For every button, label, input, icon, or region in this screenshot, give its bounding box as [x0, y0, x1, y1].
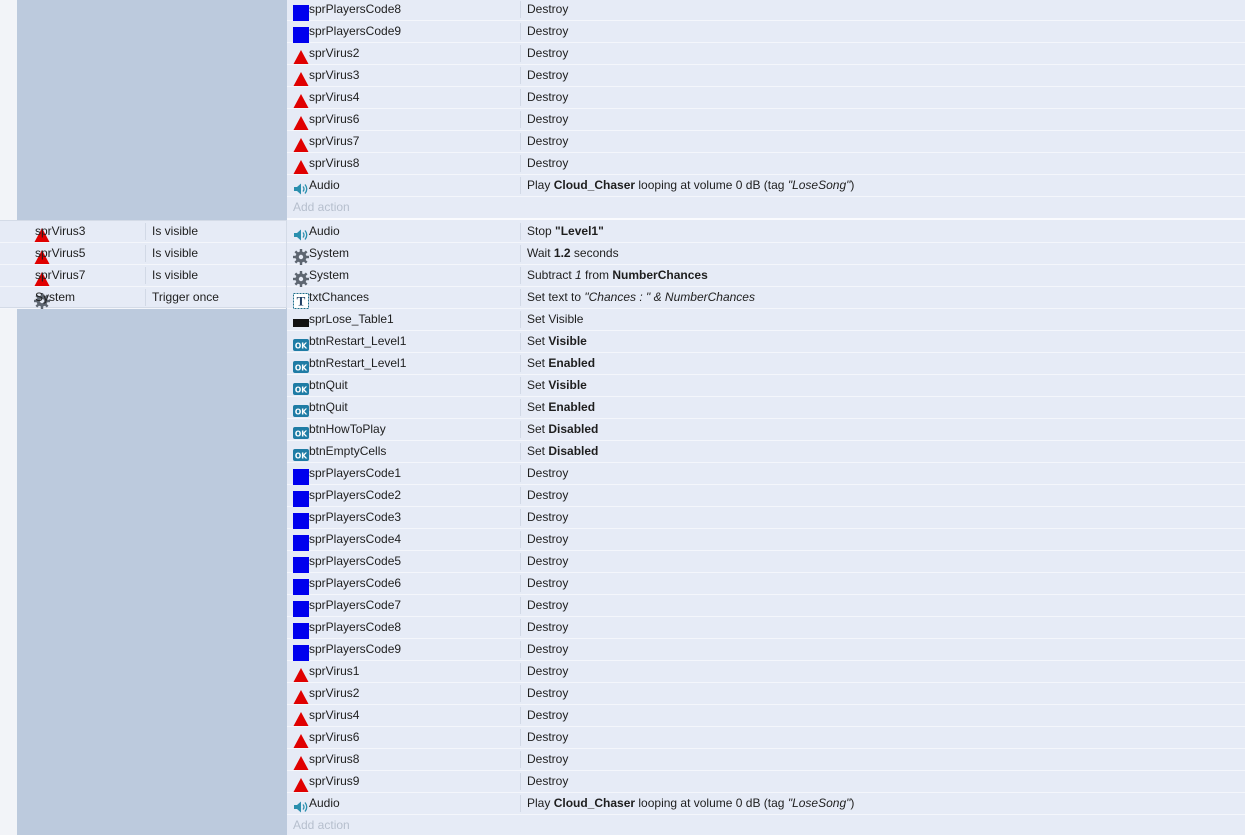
action-description-part: Destroy [527, 24, 569, 38]
action-description [527, 175, 854, 196]
condition-row[interactable] [0, 221, 286, 243]
action-object-name: sprPlayersCode6 [309, 576, 402, 590]
action-row[interactable] [287, 573, 1245, 595]
action-description-part: Destroy [527, 156, 569, 170]
action-description [527, 221, 604, 242]
action-row[interactable] [287, 131, 1245, 153]
action-object-name: Audio [309, 796, 340, 810]
red-triangle-icon [290, 774, 306, 790]
blue-square-icon [290, 24, 306, 40]
action-row[interactable] [287, 353, 1245, 375]
red-triangle-icon [17, 224, 33, 240]
action-description-part: Stop [527, 224, 556, 238]
action-row[interactable] [287, 727, 1245, 749]
action-description [527, 65, 568, 86]
action-row[interactable] [287, 639, 1245, 661]
action-row[interactable] [287, 243, 1245, 265]
action-description [527, 727, 568, 748]
action-row[interactable] [287, 617, 1245, 639]
action-description [527, 749, 568, 770]
action-object-name: sprVirus6 [309, 112, 360, 126]
red-triangle-icon [290, 156, 306, 172]
action-object-name: sprVirus1 [309, 664, 360, 678]
action-row[interactable] [287, 419, 1245, 441]
action-description-part: Destroy [527, 554, 569, 568]
ok-button-icon [290, 444, 306, 460]
action-description-part: "LoseSong" [787, 796, 851, 810]
action-row[interactable] [287, 153, 1245, 175]
column-separator [520, 553, 521, 570]
column-separator [520, 751, 521, 768]
action-object-name: System [309, 246, 350, 260]
red-triangle-icon [290, 112, 306, 128]
column-separator [520, 289, 521, 306]
red-triangle-icon [290, 46, 306, 62]
action-description-part: Disabled [548, 444, 599, 458]
action-row[interactable] [287, 595, 1245, 617]
action-description [527, 21, 568, 42]
action-description-part: Destroy [527, 730, 569, 744]
action-row[interactable] [287, 661, 1245, 683]
blue-square-icon [290, 488, 306, 504]
column-separator [145, 267, 146, 284]
column-separator [520, 67, 521, 84]
condition-object-name: sprVirus3 [35, 224, 86, 238]
action-description [527, 463, 568, 484]
action-object-name: sprPlayersCode7 [309, 598, 402, 612]
action-row[interactable] [287, 43, 1245, 65]
ok-button-icon [290, 334, 306, 350]
action-description [527, 265, 708, 286]
action-object-name: txtChances [309, 290, 370, 304]
column-separator [520, 333, 521, 350]
action-description-part: Set [527, 400, 549, 414]
action-description [527, 0, 568, 20]
action-description-part: Enabled [548, 400, 596, 414]
action-description [527, 87, 568, 108]
action-description [527, 331, 587, 352]
action-description [527, 793, 854, 814]
left-gutter [0, 0, 17, 835]
ok-button-icon [290, 378, 306, 394]
blue-square-icon [290, 642, 306, 658]
condition-row[interactable] [0, 243, 286, 265]
action-description-part: Enabled [548, 356, 596, 370]
action-object-name: sprVirus8 [309, 752, 360, 766]
event2-conditions [0, 220, 287, 308]
action-description [527, 485, 568, 506]
column-separator [520, 619, 521, 636]
speaker-icon [290, 796, 306, 812]
action-description [527, 441, 598, 462]
action-description-part: Visible [548, 334, 587, 348]
action-row[interactable] [287, 309, 1245, 331]
speaker-icon [290, 224, 306, 240]
action-object-name: sprVirus2 [309, 46, 360, 60]
action-object-name: sprPlayersCode8 [309, 2, 402, 16]
condition-text: Is visible [152, 246, 199, 260]
column-separator [520, 509, 521, 526]
action-description-part: Destroy [527, 2, 569, 16]
action-description [527, 617, 568, 638]
action-object-name: sprPlayersCode9 [309, 642, 402, 656]
action-description-part: Destroy [527, 68, 569, 82]
action-object-name: sprVirus7 [309, 134, 360, 148]
add-action-link[interactable]: Add action [293, 200, 350, 214]
action-object-name: btnEmptyCells [309, 444, 387, 458]
action-description-part: Destroy [527, 620, 569, 634]
action-object-name: btnQuit [309, 400, 348, 414]
action-row[interactable] [287, 0, 1245, 21]
action-row[interactable] [287, 397, 1245, 419]
column-separator [520, 267, 521, 284]
action-description-part: Play [527, 796, 554, 810]
action-description-part: ) [850, 178, 855, 192]
action-object-name: sprVirus2 [309, 686, 360, 700]
action-description-part: Play [527, 178, 554, 192]
action-object-name: btnRestart_Level1 [309, 334, 407, 348]
action-description [527, 639, 568, 660]
action-description-part: NumberChances [612, 268, 708, 282]
action-row[interactable] [287, 21, 1245, 43]
action-description-part: "LoseSong" [787, 178, 851, 192]
ok-button-icon [290, 356, 306, 372]
action-row[interactable] [287, 485, 1245, 507]
action-row[interactable] [287, 87, 1245, 109]
column-separator [520, 399, 521, 416]
action-description-part: Destroy [527, 686, 569, 700]
action-object-name: Audio [309, 224, 340, 238]
action-description [527, 375, 587, 396]
condition-text: Trigger once [152, 290, 219, 304]
action-object-name: Audio [309, 178, 340, 192]
condition-text: Is visible [152, 268, 199, 282]
blue-square-icon [290, 598, 306, 614]
action-description-part: 1.2 [553, 246, 571, 260]
action-description-part: 1 [575, 268, 582, 282]
action-row[interactable] [287, 441, 1245, 463]
column-separator [520, 465, 521, 482]
action-object-name: sprVirus6 [309, 730, 360, 744]
condition-object-name: sprVirus7 [35, 268, 86, 282]
action-description-part: ) [850, 796, 855, 810]
column-separator [145, 223, 146, 240]
action-description-part: Destroy [527, 90, 569, 104]
condition-row[interactable] [0, 265, 286, 287]
gear-icon [290, 268, 306, 284]
black-rectangle-icon [290, 312, 306, 328]
action-description-part: Disabled [548, 422, 599, 436]
condition-object-name: sprVirus5 [35, 246, 86, 260]
action-description-part: Set [527, 444, 549, 458]
red-triangle-icon [17, 246, 33, 262]
column-separator [520, 133, 521, 150]
condition-object-name: System [35, 290, 76, 304]
column-separator [520, 311, 521, 328]
action-description-part: Visible [548, 378, 587, 392]
action-description [527, 397, 595, 418]
svg-text:OK: OK [294, 429, 308, 439]
action-description [527, 551, 568, 572]
column-separator [520, 1, 521, 18]
column-separator [520, 45, 521, 62]
action-row[interactable] [287, 175, 1245, 197]
action-object-name: sprPlayersCode2 [309, 488, 402, 502]
action-description-part: Destroy [527, 112, 569, 126]
column-separator [520, 155, 521, 172]
action-description-part: Destroy [527, 774, 569, 788]
text-object-icon [290, 290, 306, 309]
action-description [527, 243, 619, 264]
action-description [527, 507, 568, 528]
action-row[interactable] [287, 463, 1245, 485]
action-row[interactable] [287, 287, 1245, 309]
action-description-part: Wait [527, 246, 554, 260]
action-description-part: Destroy [527, 708, 569, 722]
column-separator [520, 177, 521, 194]
gear-icon [290, 246, 306, 262]
column-separator [520, 707, 521, 724]
event-divider [287, 218, 1245, 220]
action-description [527, 771, 568, 792]
blue-square-icon [290, 576, 306, 592]
action-row[interactable] [287, 771, 1245, 793]
action-description [527, 131, 568, 152]
action-description [527, 43, 568, 64]
action-row[interactable] [287, 331, 1245, 353]
action-description-part: Destroy [527, 488, 569, 502]
action-object-name: sprVirus3 [309, 68, 360, 82]
red-triangle-icon [290, 686, 306, 702]
action-object-name: System [309, 268, 350, 282]
action-description-part: Destroy [527, 134, 569, 148]
action-description-part: from [581, 268, 613, 282]
action-row[interactable] [287, 221, 1245, 243]
red-triangle-icon [290, 664, 306, 680]
action-description-part: Destroy [527, 532, 569, 546]
action-description-part: Cloud_Chaser [553, 796, 636, 810]
action-description-part: "Chances : " & NumberChances [584, 290, 755, 304]
action-description [527, 287, 755, 308]
action-description [527, 309, 583, 330]
action-description-part: seconds [570, 246, 619, 260]
blue-square-icon [290, 554, 306, 570]
action-description-part: looping at volume 0 dB (tag [635, 178, 788, 192]
action-row[interactable] [287, 551, 1245, 573]
action-object-name: sprPlayersCode9 [309, 24, 402, 38]
ok-button-icon [290, 400, 306, 416]
column-separator [520, 89, 521, 106]
column-separator [520, 729, 521, 746]
action-description-part: Destroy [527, 642, 569, 656]
action-object-name: sprVirus4 [309, 90, 360, 104]
action-description-part: Cloud_Chaser [553, 178, 636, 192]
action-description-part: Set [527, 356, 549, 370]
column-separator [145, 289, 146, 306]
action-row[interactable] [287, 683, 1245, 705]
action-description [527, 683, 568, 704]
action-description-part: Destroy [527, 46, 569, 60]
blue-square-icon [290, 532, 306, 548]
red-triangle-icon [290, 708, 306, 724]
action-description-part: Set [527, 422, 549, 436]
action-description-part: "Level1" [555, 224, 604, 238]
action-row[interactable] [287, 705, 1245, 727]
action-row[interactable] [287, 749, 1245, 771]
action-description-part: Destroy [527, 466, 569, 480]
action-description [527, 419, 598, 440]
action-object-name: sprVirus8 [309, 156, 360, 170]
column-separator [520, 245, 521, 262]
column-separator [520, 597, 521, 614]
column-separator [520, 377, 521, 394]
action-description-part: Set [527, 334, 549, 348]
action-description-part: Destroy [527, 576, 569, 590]
action-description [527, 353, 595, 374]
column-separator [520, 23, 521, 40]
red-triangle-icon [17, 268, 33, 284]
ok-button-icon [290, 422, 306, 438]
action-description [527, 705, 568, 726]
action-object-name: sprPlayersCode3 [309, 510, 402, 524]
action-object-name: sprPlayersCode1 [309, 466, 402, 480]
column-separator [520, 531, 521, 548]
action-object-name: btnHowToPlay [309, 422, 386, 436]
action-description-part: Destroy [527, 664, 569, 678]
column-separator [520, 443, 521, 460]
column-separator [520, 641, 521, 658]
red-triangle-icon [290, 752, 306, 768]
action-description-part: Destroy [527, 752, 569, 766]
action-object-name: sprPlayersCode8 [309, 620, 402, 634]
action-object-name: btnRestart_Level1 [309, 356, 407, 370]
gear-icon [17, 290, 33, 306]
column-separator [520, 487, 521, 504]
action-row[interactable] [287, 507, 1245, 529]
action-description-part: Destroy [527, 598, 569, 612]
column-separator [520, 575, 521, 592]
action-description-part: Set Visible [527, 312, 584, 326]
column-separator [520, 773, 521, 790]
action-description [527, 661, 568, 682]
action-row[interactable] [287, 529, 1245, 551]
action-description [527, 109, 568, 130]
action-description-part: Destroy [527, 510, 569, 524]
column-separator [520, 223, 521, 240]
svg-text:OK: OK [294, 363, 308, 373]
action-object-name: btnQuit [309, 378, 348, 392]
action-description-part: Set [527, 378, 549, 392]
svg-text:OK: OK [294, 407, 308, 417]
action-description [527, 573, 568, 594]
action-object-name: sprPlayersCode4 [309, 532, 402, 546]
action-object-name: sprPlayersCode5 [309, 554, 402, 568]
condition-text: Is visible [152, 224, 199, 238]
blue-square-icon [290, 2, 306, 18]
action-description-part: looping at volume 0 dB (tag [635, 796, 788, 810]
speaker-icon [290, 178, 306, 194]
column-separator [520, 111, 521, 128]
svg-text:OK: OK [294, 451, 308, 461]
column-separator [520, 795, 521, 812]
action-description [527, 153, 568, 174]
action-row[interactable] [287, 109, 1245, 131]
action-description-part: Subtract [527, 268, 576, 282]
action-description-part: Set text to [527, 290, 585, 304]
red-triangle-icon [290, 134, 306, 150]
blue-square-icon [290, 620, 306, 636]
action-row[interactable] [287, 65, 1245, 87]
action-object-name: sprVirus4 [309, 708, 360, 722]
action-row[interactable] [287, 375, 1245, 397]
column-separator [145, 245, 146, 262]
action-object-name: sprLose_Table1 [309, 312, 394, 326]
svg-text:T: T [296, 293, 306, 309]
action-description [527, 529, 568, 550]
event-sheet-margin [17, 0, 287, 835]
action-row[interactable] [287, 793, 1245, 815]
add-action-link[interactable]: Add action [293, 818, 350, 832]
blue-square-icon [290, 510, 306, 526]
svg-text:OK: OK [294, 341, 308, 351]
condition-row[interactable] [0, 287, 286, 309]
action-object-name: sprVirus9 [309, 774, 360, 788]
action-description [527, 595, 568, 616]
svg-text:OK: OK [294, 385, 308, 395]
action-row[interactable] [287, 265, 1245, 287]
column-separator [520, 663, 521, 680]
column-separator [520, 355, 521, 372]
column-separator [520, 685, 521, 702]
red-triangle-icon [290, 90, 306, 106]
blue-square-icon [290, 466, 306, 482]
red-triangle-icon [290, 68, 306, 84]
column-separator [520, 421, 521, 438]
red-triangle-icon [290, 730, 306, 746]
